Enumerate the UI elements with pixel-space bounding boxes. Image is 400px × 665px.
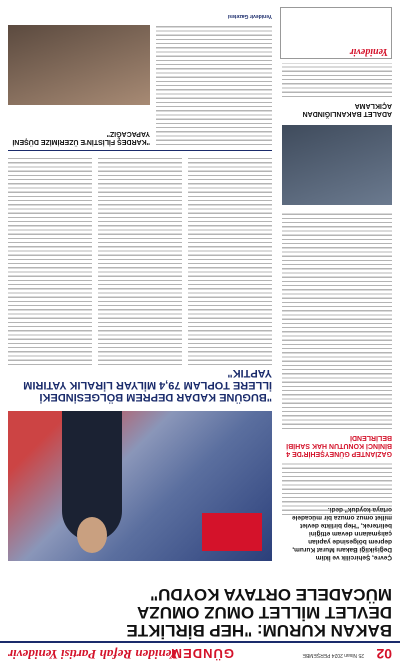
speaker-head (77, 517, 107, 553)
body-text (282, 211, 392, 429)
page-header (0, 641, 400, 665)
section-title: GÜNDEM (170, 646, 234, 661)
divider (8, 150, 272, 151)
imprint-logo: Yenidevir (349, 46, 388, 57)
body-text (98, 155, 182, 365)
main-photo (8, 411, 272, 561)
side-photo (8, 25, 150, 105)
masthead-logo: Yeniden Refah Partisi Yenidevir (8, 647, 178, 662)
sub-headline: "BUGÜNE KADAR DEPREM BÖLGESİNDEKİ İLLERE TOPLAM 79,4 MİLYAR LİRALIK YATIRIM YAPTIK" (23, 367, 272, 403)
body-text (8, 155, 92, 365)
main-deck: Çevre, Şehircilik ve İklim Değişikliği Bakanı Murat Kurum, deprem bölgesinde yapılan çalışmaların devam ettiğini belirterek, "Hep birlikte devlet millet omuz omuza bir mücadele ortaya koyduk" dedi. (291, 506, 392, 561)
body-text (188, 155, 272, 365)
main-headline: BAKAN KURUM: "HEP BİRLİKTE DEVLET MİLLET OMUZ OMUZA MÜCADELE ORTAYA KOYDU" (126, 585, 392, 640)
flag-icon (202, 513, 262, 551)
body-text (282, 63, 392, 97)
footer-text: Yenidevir Gazetesi (227, 13, 272, 19)
body-text (156, 25, 272, 145)
body-text (282, 461, 392, 515)
side-headline: ADALET BAKANLIĞINDAN AÇIKLAMA (302, 102, 392, 117)
article-photo (282, 125, 392, 205)
issue-date: 25 Nisan 2024 PERŞEMBE (302, 652, 364, 658)
side-headline: "KARDEŞ FİLİSTİN'E ÜZERİMİZE DÜŞENİ YAPACAĞIZ" (12, 130, 150, 145)
page-number: 02 (376, 646, 392, 662)
box-title: GAZİANTEP GÜNEYŞEHİR'DE 4 BİNİNCİ KONUTUN HAK SAHİBİ BELİRLENDİ (286, 434, 392, 457)
